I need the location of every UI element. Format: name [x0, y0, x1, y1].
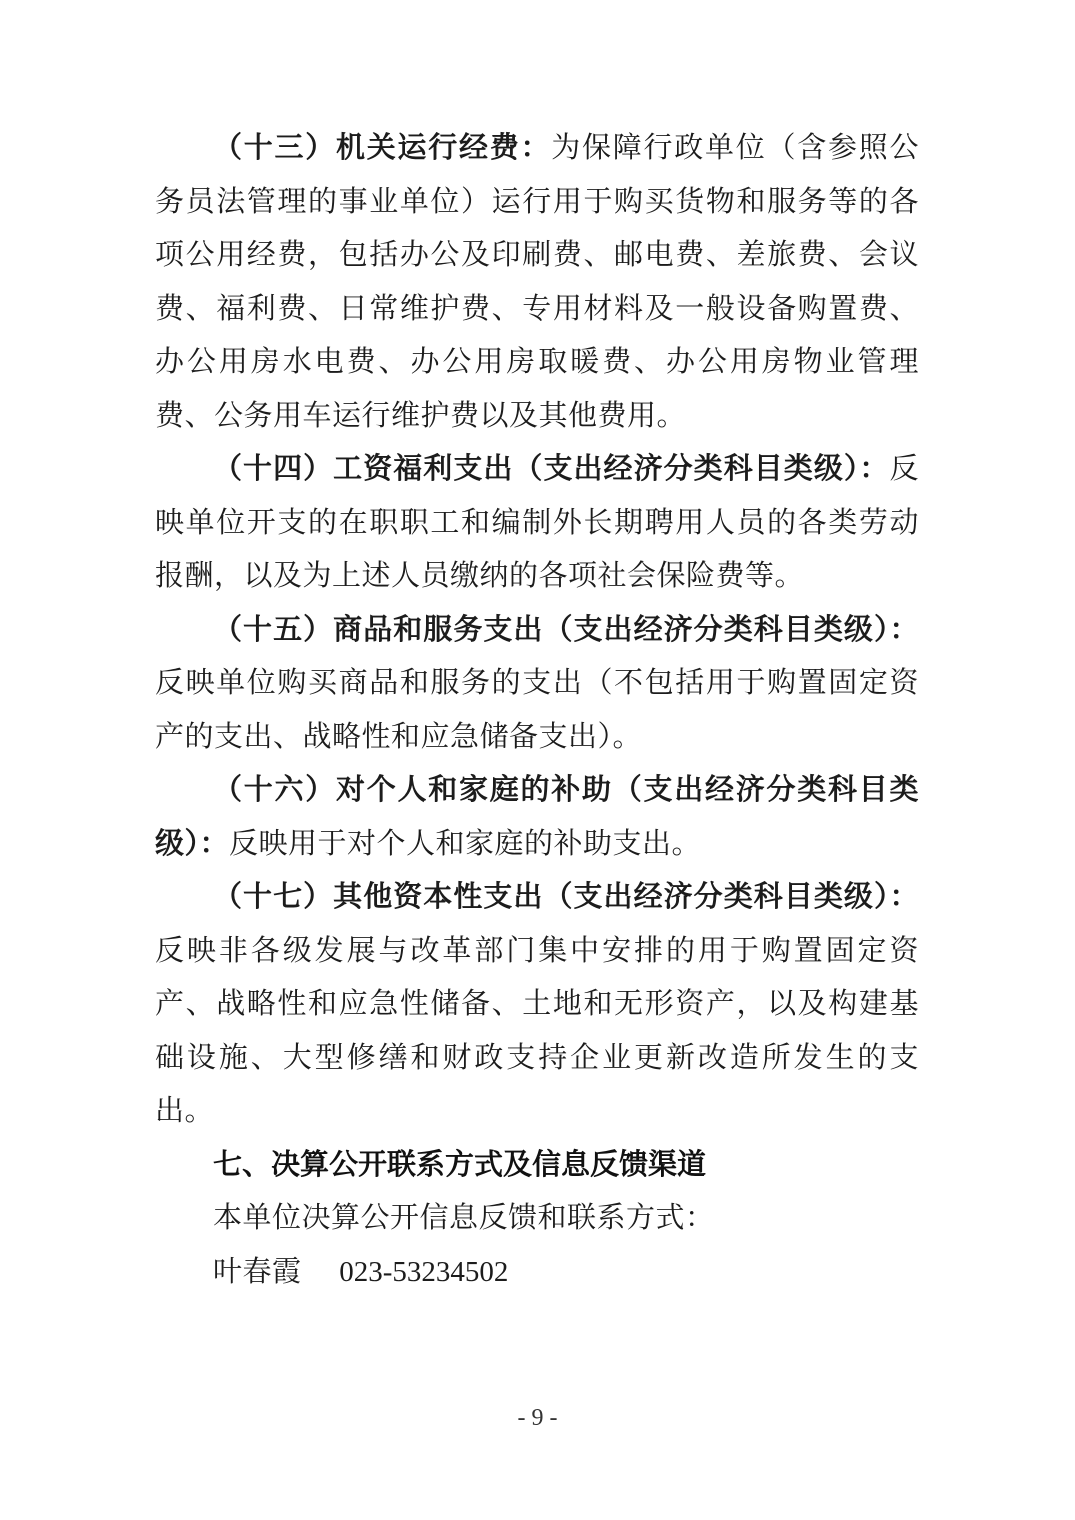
paragraph-17-other-capital-expense [155, 871, 919, 1139]
contact-intro-line: 本单位决算公开信息反馈和联系方式： [213, 1202, 715, 1234]
contact-phone-number: 023-53234502 [339, 1255, 509, 1288]
paragraph-17-lead: （十七）其他资本性支出（支出经济分类科目类级）： [213, 881, 919, 913]
page-number: - 9 - [517, 1405, 558, 1431]
contact-detail-line [155, 1246, 919, 1300]
paragraph-15-goods-services-expense [155, 604, 919, 765]
paragraph-13-text: 为保障行政单位（含参照公务员法管理的事业单位）运行用于购买货物和服务等的各项公用经费，包括办公及印刷费、邮电费、差旅费、会议费、福利费、日常维护费、专用材料及一般设备购置费、办公用房水电费、办公用房取暖费、办公用房物业管理费、公务用车运行维护费以及其他费用。 [155, 132, 919, 432]
paragraph-17-text: 反映非各级发展与改革部门集中安排的用于购置固定资产、战略性和应急性储备、土地和无形资产，以及构建基础设施、大型修缮和财政支持企业更新改造所发生的支出。 [155, 934, 919, 1127]
section-heading-contact-feedback: 七、决算公开联系方式及信息反馈渠道 [213, 1148, 707, 1181]
paragraph-16-individual-family-subsidy [155, 764, 919, 871]
paragraph-15-lead: （十五）商品和服务支出（支出经济分类科目类级）： [213, 613, 919, 646]
document-body [155, 122, 919, 1299]
paragraph-13-lead: （十三）机关运行经费： [213, 132, 552, 164]
paragraph-16-lead: （十六）对个人和家庭的补助（支出经济分类科目类级）： [155, 774, 919, 860]
paragraph-16-text: 反映用于对个人和家庭的补助支出。 [229, 827, 702, 860]
paragraph-14-lead: （十四）工资福利支出（支出经济分类科目类级）： [213, 453, 890, 485]
contact-person-name: 叶春霞 [213, 1255, 302, 1288]
paragraph-14-text: 反映单位开支的在职职工和编制外长期聘用人员的各类劳动报酬，以及为上述人员缴纳的各项社会保险费等。 [155, 453, 919, 592]
paragraph-13-org-operating-expense [155, 122, 919, 443]
paragraph-14-salary-welfare-expense [155, 443, 919, 604]
paragraph-15-text: 反映单位购买商品和服务的支出（不包括用于购置固定资产的支出、战略性和应急储备支出）。 [155, 667, 919, 753]
